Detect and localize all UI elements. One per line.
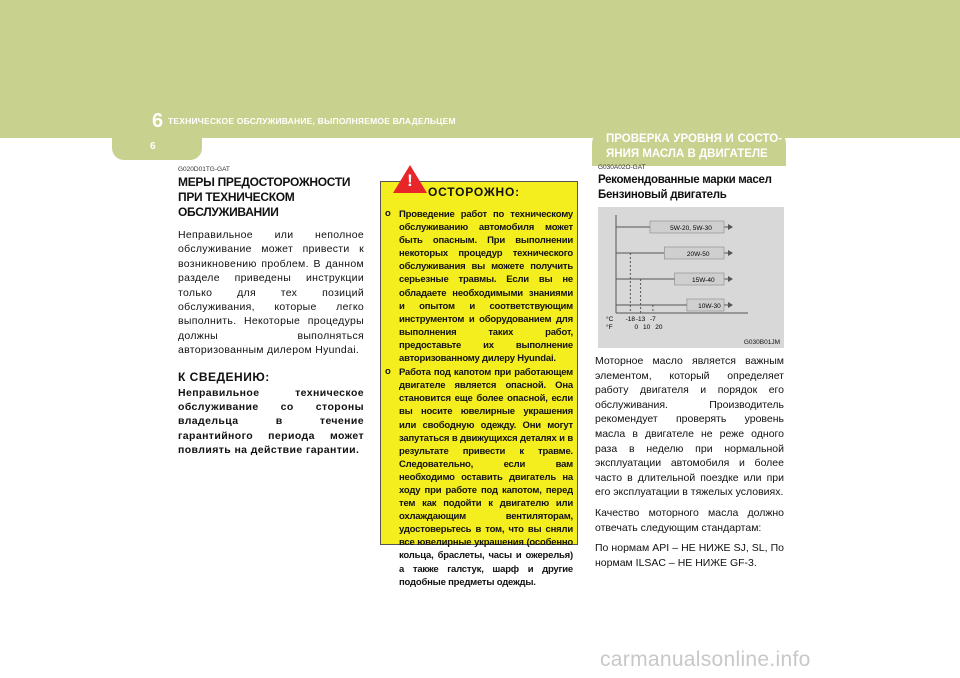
section-heading: Рекомендованные марки масел Бензиновый двигатель [598, 174, 772, 201]
right-column-body [595, 354, 784, 576]
warning-item-text: Работа под капотом при работающем двигателе является опасной. Она становится еще более опасной, если вы носите ювелирные украшения или свободную одежду. Они могут запутаться в движущихся деталях и в результате привести к травме. Следовательно, если вам необходимо оставить двигатель на ходу при работе под капотом, перед тем как подойти к двигателю или охлаждающим вентиляторам, удостоверьтесь в том, что вы сняли все ювелирные украшения (особенно кольца, браслеты, часы и ожерелья) а также галстук, шарф и другие подобные предметы одежды. [399, 367, 573, 588]
paragraph: По нормам API – НЕ НИЖЕ SJ, SL, По нормам ILSAC – НЕ НИЖЕ GF-3. [595, 542, 784, 569]
celsius-tick: -7 [650, 316, 656, 323]
viscosity-label: 5W-20, 5W-30 [670, 225, 712, 232]
note-body: Неправильное техническое обслуживание со стороны владельца в течение гарантийного периода может повлиять на действие гарантии. [178, 386, 364, 457]
bullet: o [385, 208, 391, 219]
section-code: G020D01TG-GAT [178, 166, 230, 173]
warning-list [385, 208, 573, 590]
celsius-tick: -13 [635, 316, 646, 323]
chapter-number: 6 [152, 110, 164, 132]
section-body: Неправильное или неполное обслуживание может привести к возникновению проблем. В данном разделе приведены инструкции только для тех позиций обслуживания, которые легко выполнить. Некоторые процедуры должны выполняться авторизованным дилером Hyundai. [178, 229, 364, 357]
page-tab [112, 138, 202, 160]
warning-exclamation: ! [407, 171, 413, 190]
page-number: 6 [150, 141, 156, 152]
chapter-title: ТЕХНИЧЕСКОЕ ОБСЛУЖИВАНИЕ, ВЫПОЛНЯЕМОЕ ВЛАДЕЛЬЦЕМ [168, 116, 456, 126]
right-column-header [598, 164, 784, 203]
arrow-head [728, 250, 733, 256]
watermark: carmanualsonline.info [600, 648, 811, 671]
note-title: К СВЕДЕНИЮ: [178, 369, 270, 384]
fahrenheit-tick: 10 [642, 324, 651, 331]
viscosity-label: 10W-30 [698, 303, 721, 310]
arrow-head [728, 302, 733, 308]
celsius-tick: -18 [625, 316, 636, 323]
chart-svg [598, 207, 784, 348]
viscosity-label: 15W-40 [691, 277, 715, 284]
fahrenheit-tick: 20 [655, 324, 663, 331]
warning-item-text: Проведение работ по техническому обслуживанию автомобиля может быть опасным. При выполнении некоторых процедур технического обслуживания вы можете получить серьезные травмы. Если вы не обладаете необходимыми знаниями и опытом и соответствующим инструментом и оборудованием для выполнения таких работ, предоставьте их выполнение авторизованному дилеру Hyundai. [399, 209, 573, 365]
fahrenheit-tick: 0 [634, 324, 639, 331]
left-column [178, 166, 364, 458]
arrow-head [728, 224, 733, 230]
celsius-label: °C [606, 316, 614, 323]
warning-item [385, 366, 573, 589]
oil-viscosity-chart [598, 207, 784, 348]
fahrenheit-label: °F [606, 324, 613, 331]
arrow-head [728, 276, 733, 282]
warning-title: ОСТОРОЖНО: [428, 185, 520, 199]
paragraph: Качество моторного масла должно отвечать следующим стандартам: [595, 506, 784, 534]
paragraph: Моторное масло является важным элементом, который определяет работу двигателя и порядок его обслуживания. Производитель рекомендует проверять уровень масла в двигателе не реже одного раза в неделю при нормальной эксплуатации автомобиля и более часто в длительной поездке или при его эксплуатации в тяжелых условиях. [595, 355, 784, 499]
bullet: o [385, 366, 391, 378]
section-code: G030A02O-GAT [598, 164, 646, 171]
section-heading: МЕРЫ ПРЕДОСТОРОЖНОСТИ ПРИ ТЕХНИЧЕСКОМ ОБСЛУЖИВАНИИ [178, 175, 351, 219]
warning-item [385, 208, 573, 365]
image-code: G030B01JM [743, 339, 780, 346]
header-band [0, 0, 960, 138]
viscosity-label: 20W-50 [686, 251, 710, 258]
section-title: ПРОВЕРКА УРОВНЯ И СОСТО-ЯНИЯ МАСЛА В ДВИГАТЕЛЕ [606, 133, 782, 160]
